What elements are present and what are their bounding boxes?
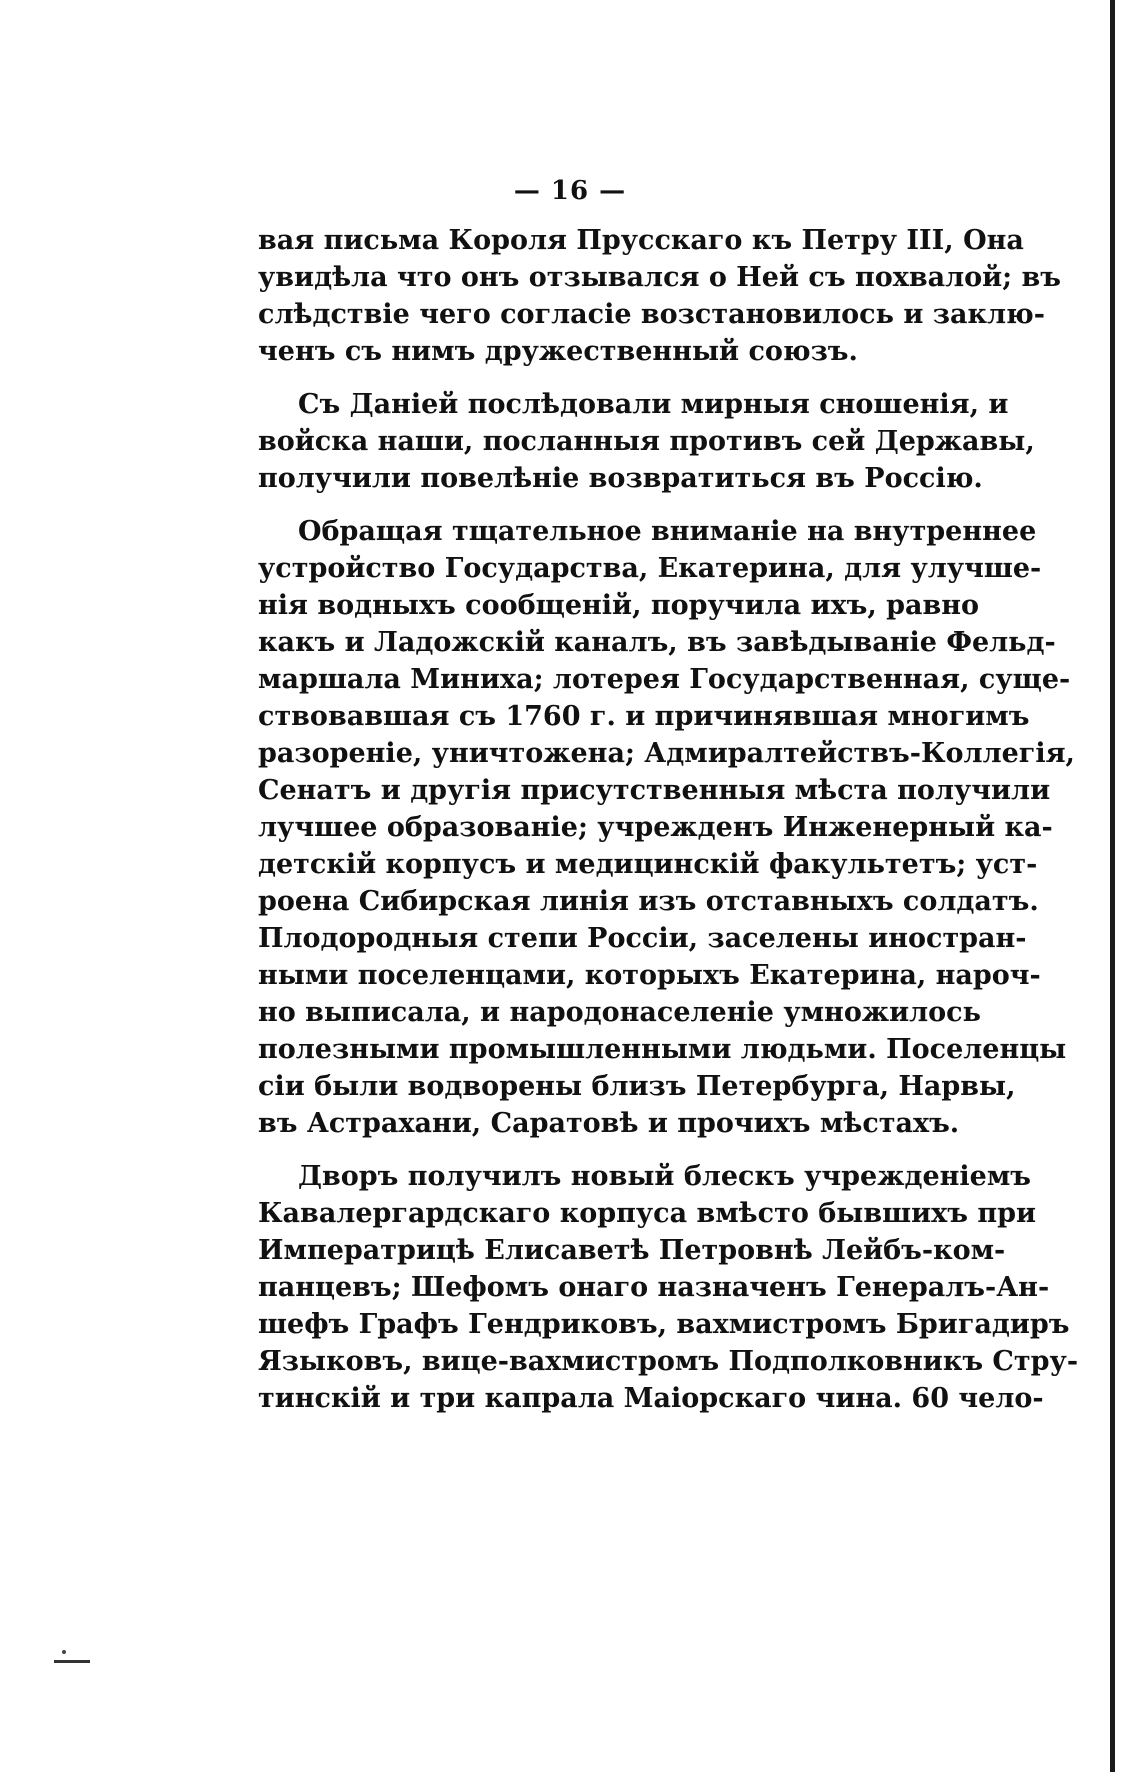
text-line: Обращая тщательное вниманіе на внутреннее [298, 516, 1037, 547]
text-line: панцевъ; Шефомъ онаго назначенъ Генералъ-Ан- [258, 1272, 1050, 1303]
text-line: войска наши, посланныя противъ сей Державы, [258, 426, 1035, 457]
text-line: получили повелѣніе возвратиться въ Россію. [258, 463, 983, 494]
scan-mark [54, 1660, 90, 1663]
text-line: полезными промышленными людьми. Поселенцы [258, 1034, 1067, 1065]
text-line: но выписала, и народонаселеніе умножилось [258, 997, 981, 1028]
text-line: сіи были водворены близъ Петербурга, Нарвы, [258, 1071, 1016, 1102]
body-text [258, 222, 1079, 1433]
text-line: устройство Государства, Екатерина, для улучше- [258, 553, 1042, 584]
page-edge-shadow [1110, 0, 1115, 1772]
text-line: увидѣла что онъ отзывался о Ней съ похвалой; въ [258, 262, 1061, 293]
text-line: тинскій и три капрала Маіорскаго чина. 60 чело- [258, 1383, 1044, 1414]
text-line: въ Астрахани, Саратовѣ и прочихъ мѣстахъ. [258, 1108, 960, 1139]
text-line: Сенатъ и другія присутственныя мѣста получили [258, 775, 1051, 806]
text-line: роена Сибирская линія изъ отставныхъ солдатъ. [258, 886, 1039, 917]
text-line: лучшее образованіе; учрежденъ Инженерный ка- [258, 812, 1053, 843]
paragraph-4 [258, 1158, 1079, 1417]
text-line: детскій корпусъ и медицинскій факультетъ; уст- [258, 849, 1038, 880]
text-line: маршала Миниха; лотерея Государственная, суще- [258, 664, 1071, 695]
paragraph-2 [258, 386, 1035, 497]
text-line: слѣдствіе чего согласіе возстановилось и заклю- [258, 299, 1045, 330]
text-line: Императрицѣ Елисаветѣ Петровнѣ Лейбъ-ком- [258, 1235, 1006, 1266]
text-line: нія водныхъ сообщеній, поручила ихъ, равно [258, 590, 980, 621]
text-line: ченъ съ нимъ дружественный союзъ. [258, 336, 858, 367]
paragraph-1 [258, 222, 1061, 370]
text-line: разореніе, уничтожена; Адмиралтействъ-Коллегія, [258, 738, 1075, 769]
page-number: — 16 — [513, 176, 627, 206]
text-line: Дворъ получилъ новый блескъ учрежденіемъ [298, 1161, 1031, 1192]
text-line: шефъ Графъ Гендриковъ, вахмистромъ Бригадиръ [258, 1309, 1070, 1340]
text-line: ными поселенцами, которыхъ Екатерина, нароч- [258, 960, 1041, 991]
text-line: Языковъ, вице-вахмистромъ Подполковникъ Стру- [258, 1346, 1079, 1377]
text-line: ствовавшая съ 1760 г. и причинявшая многимъ [258, 701, 1030, 732]
scan-mark [62, 1650, 66, 1654]
paragraph-3 [258, 513, 1075, 1142]
text-line: какъ и Ладожскій каналъ, въ завѣдываніе Фельд- [258, 627, 1056, 658]
text-line: Кавалергардскаго корпуса вмѣсто бывшихъ при [258, 1198, 1037, 1229]
text-line: Плодородныя степи Россіи, заселены иностран- [258, 923, 1027, 954]
text-line: Съ Даніей послѣдовали мирныя сношенія, и [298, 389, 1009, 420]
text-line: вая письма Короля Прусскаго къ Петру III, Она [258, 225, 1024, 256]
